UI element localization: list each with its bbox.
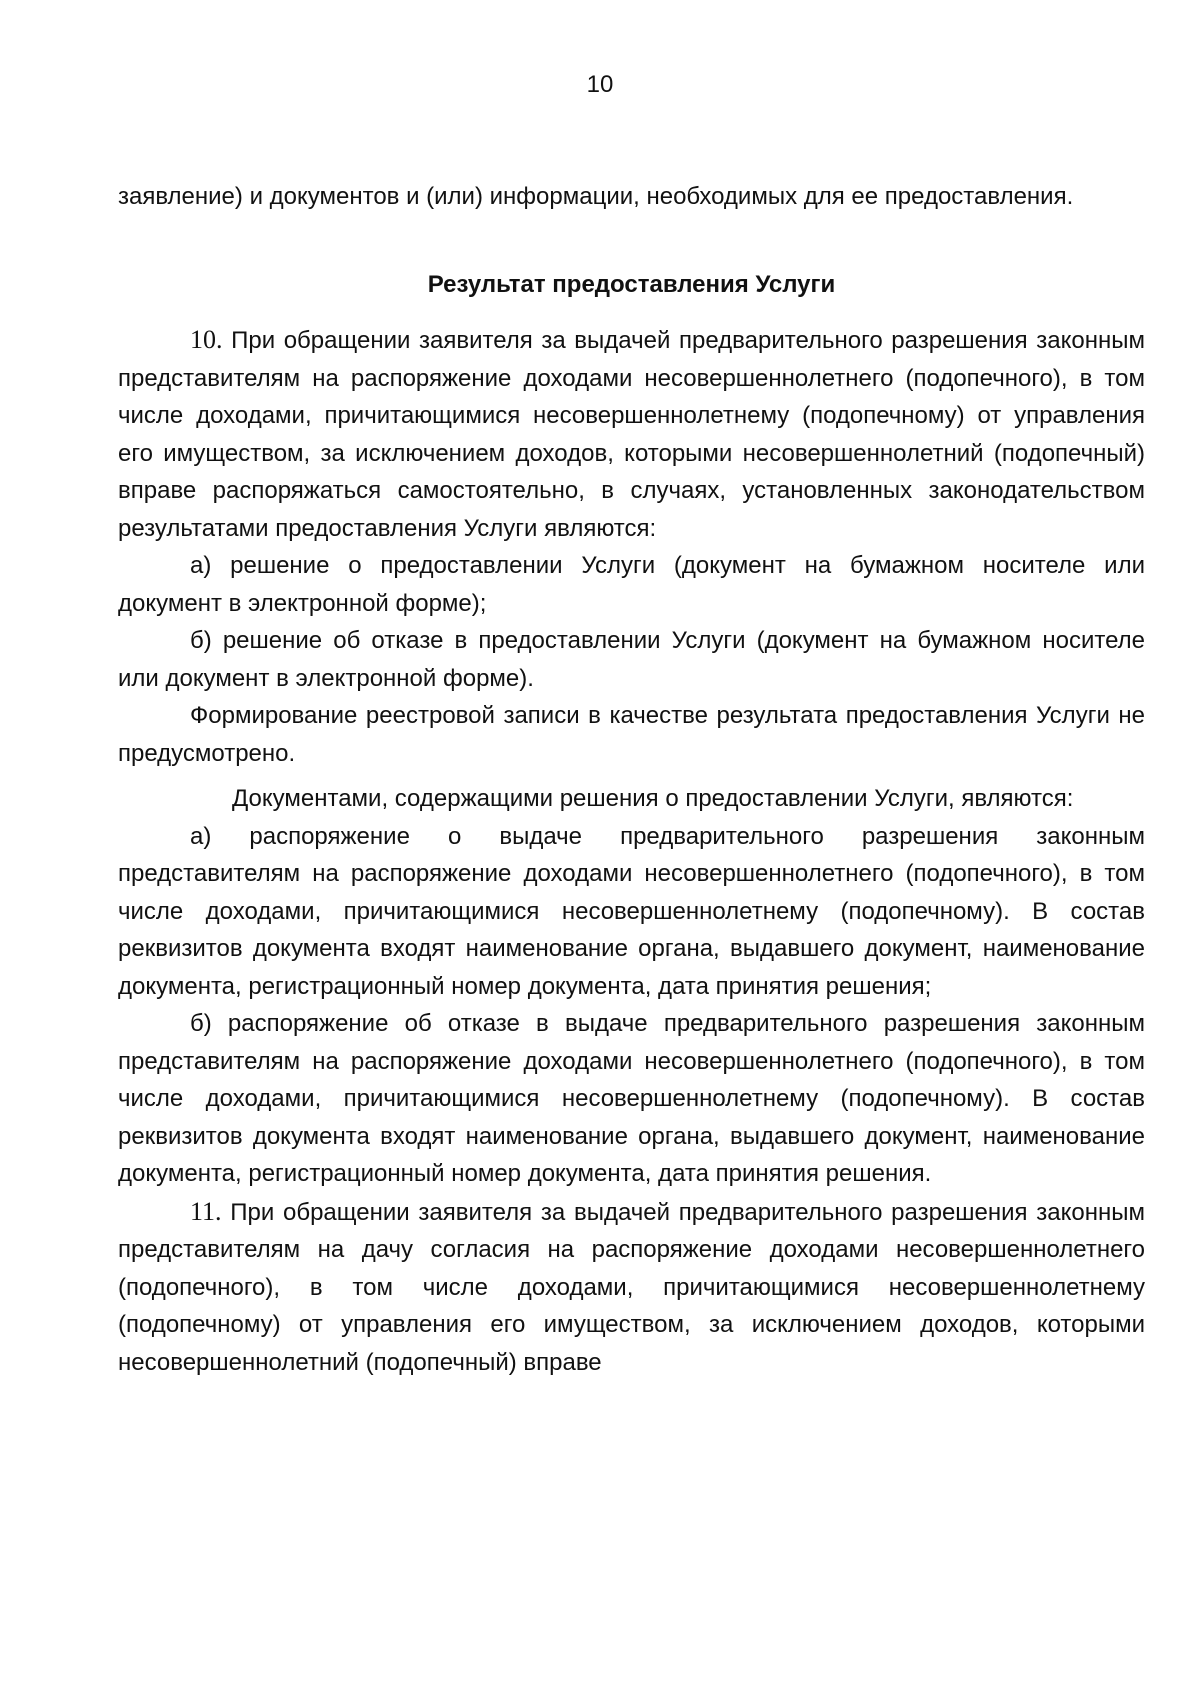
registry-note: Формирование реестровой записи в качестве результата предоставления Услуги не предусмотрено. xyxy=(118,702,1145,767)
intro-paragraph: заявление) и документов и (или) информации, необходимых для ее предоставления. xyxy=(118,183,1074,210)
paragraph-number: 11. xyxy=(190,1196,222,1226)
paragraph-10-item-b: б) решение об отказе в предоставлении Услуги (документ на бумажном носителе или документ в электронной форме). xyxy=(118,627,1145,692)
documents-intro: Документами, содержащими решения о предоставлении Услуги, являются: xyxy=(232,785,1074,812)
paragraph-10 xyxy=(118,321,1145,547)
paragraph-10-item-a: а) решение о предоставлении Услуги (документ на бумажном носителе или документ в электронной форме); xyxy=(118,552,1145,617)
document-body xyxy=(118,178,1145,1381)
paragraph-number: 10. xyxy=(190,325,223,354)
paragraph-10-text: При обращении заявителя за выдачей предварительного разрешения законным представителям на распоряжение доходами несовершеннолетнего (подопечного), в том числе доходами, причитающимися несовершеннолетнему (подопечному) от управления его имуществом, за исключением доходов, которыми несовершеннолетний (подопечный) вправе распоряжаться самостоятельно, в случаях, установленных законодательством результатами предоставления Услуги являются: xyxy=(118,327,1145,542)
page-number: 10 xyxy=(586,71,614,98)
paragraph-11-text: При обращении заявителя за выдачей предварительного разрешения законным представителям на дачу согласия на распоряжение доходами несовершеннолетнего (подопечного), в том числе доходами, причитающимися несовершеннолетнему (подопечному) от управления его имуществом, за исключением доходов, которыми несовершеннолетний (подопечный) вправе xyxy=(118,1198,1145,1376)
section-heading: Результат предоставления Услуги xyxy=(427,270,836,298)
documents-item-a: а) распоряжение о выдаче предварительного разрешения законным представителям на распоряжение доходами несовершеннолетнего (подопечного), в том числе доходами, причитающимися несовершеннолетнему (подопечному). В состав реквизитов документа входят наименование органа, выдавшего документ, наименование документа, регистрационный номер документа, дата принятия решения; xyxy=(118,822,1145,1000)
documents-item-b: б) распоряжение об отказе в выдаче предварительного разрешения законным представителям на распоряжение доходами несовершеннолетнего (подопечного), в том числе доходами, причитающимися несовершеннолетнему (подопечному). В состав реквизитов документа входят наименование органа, выдавшего документ, наименование документа, регистрационный номер документа, дата принятия решения. xyxy=(118,1010,1145,1187)
paragraph-11 xyxy=(118,1193,1145,1382)
